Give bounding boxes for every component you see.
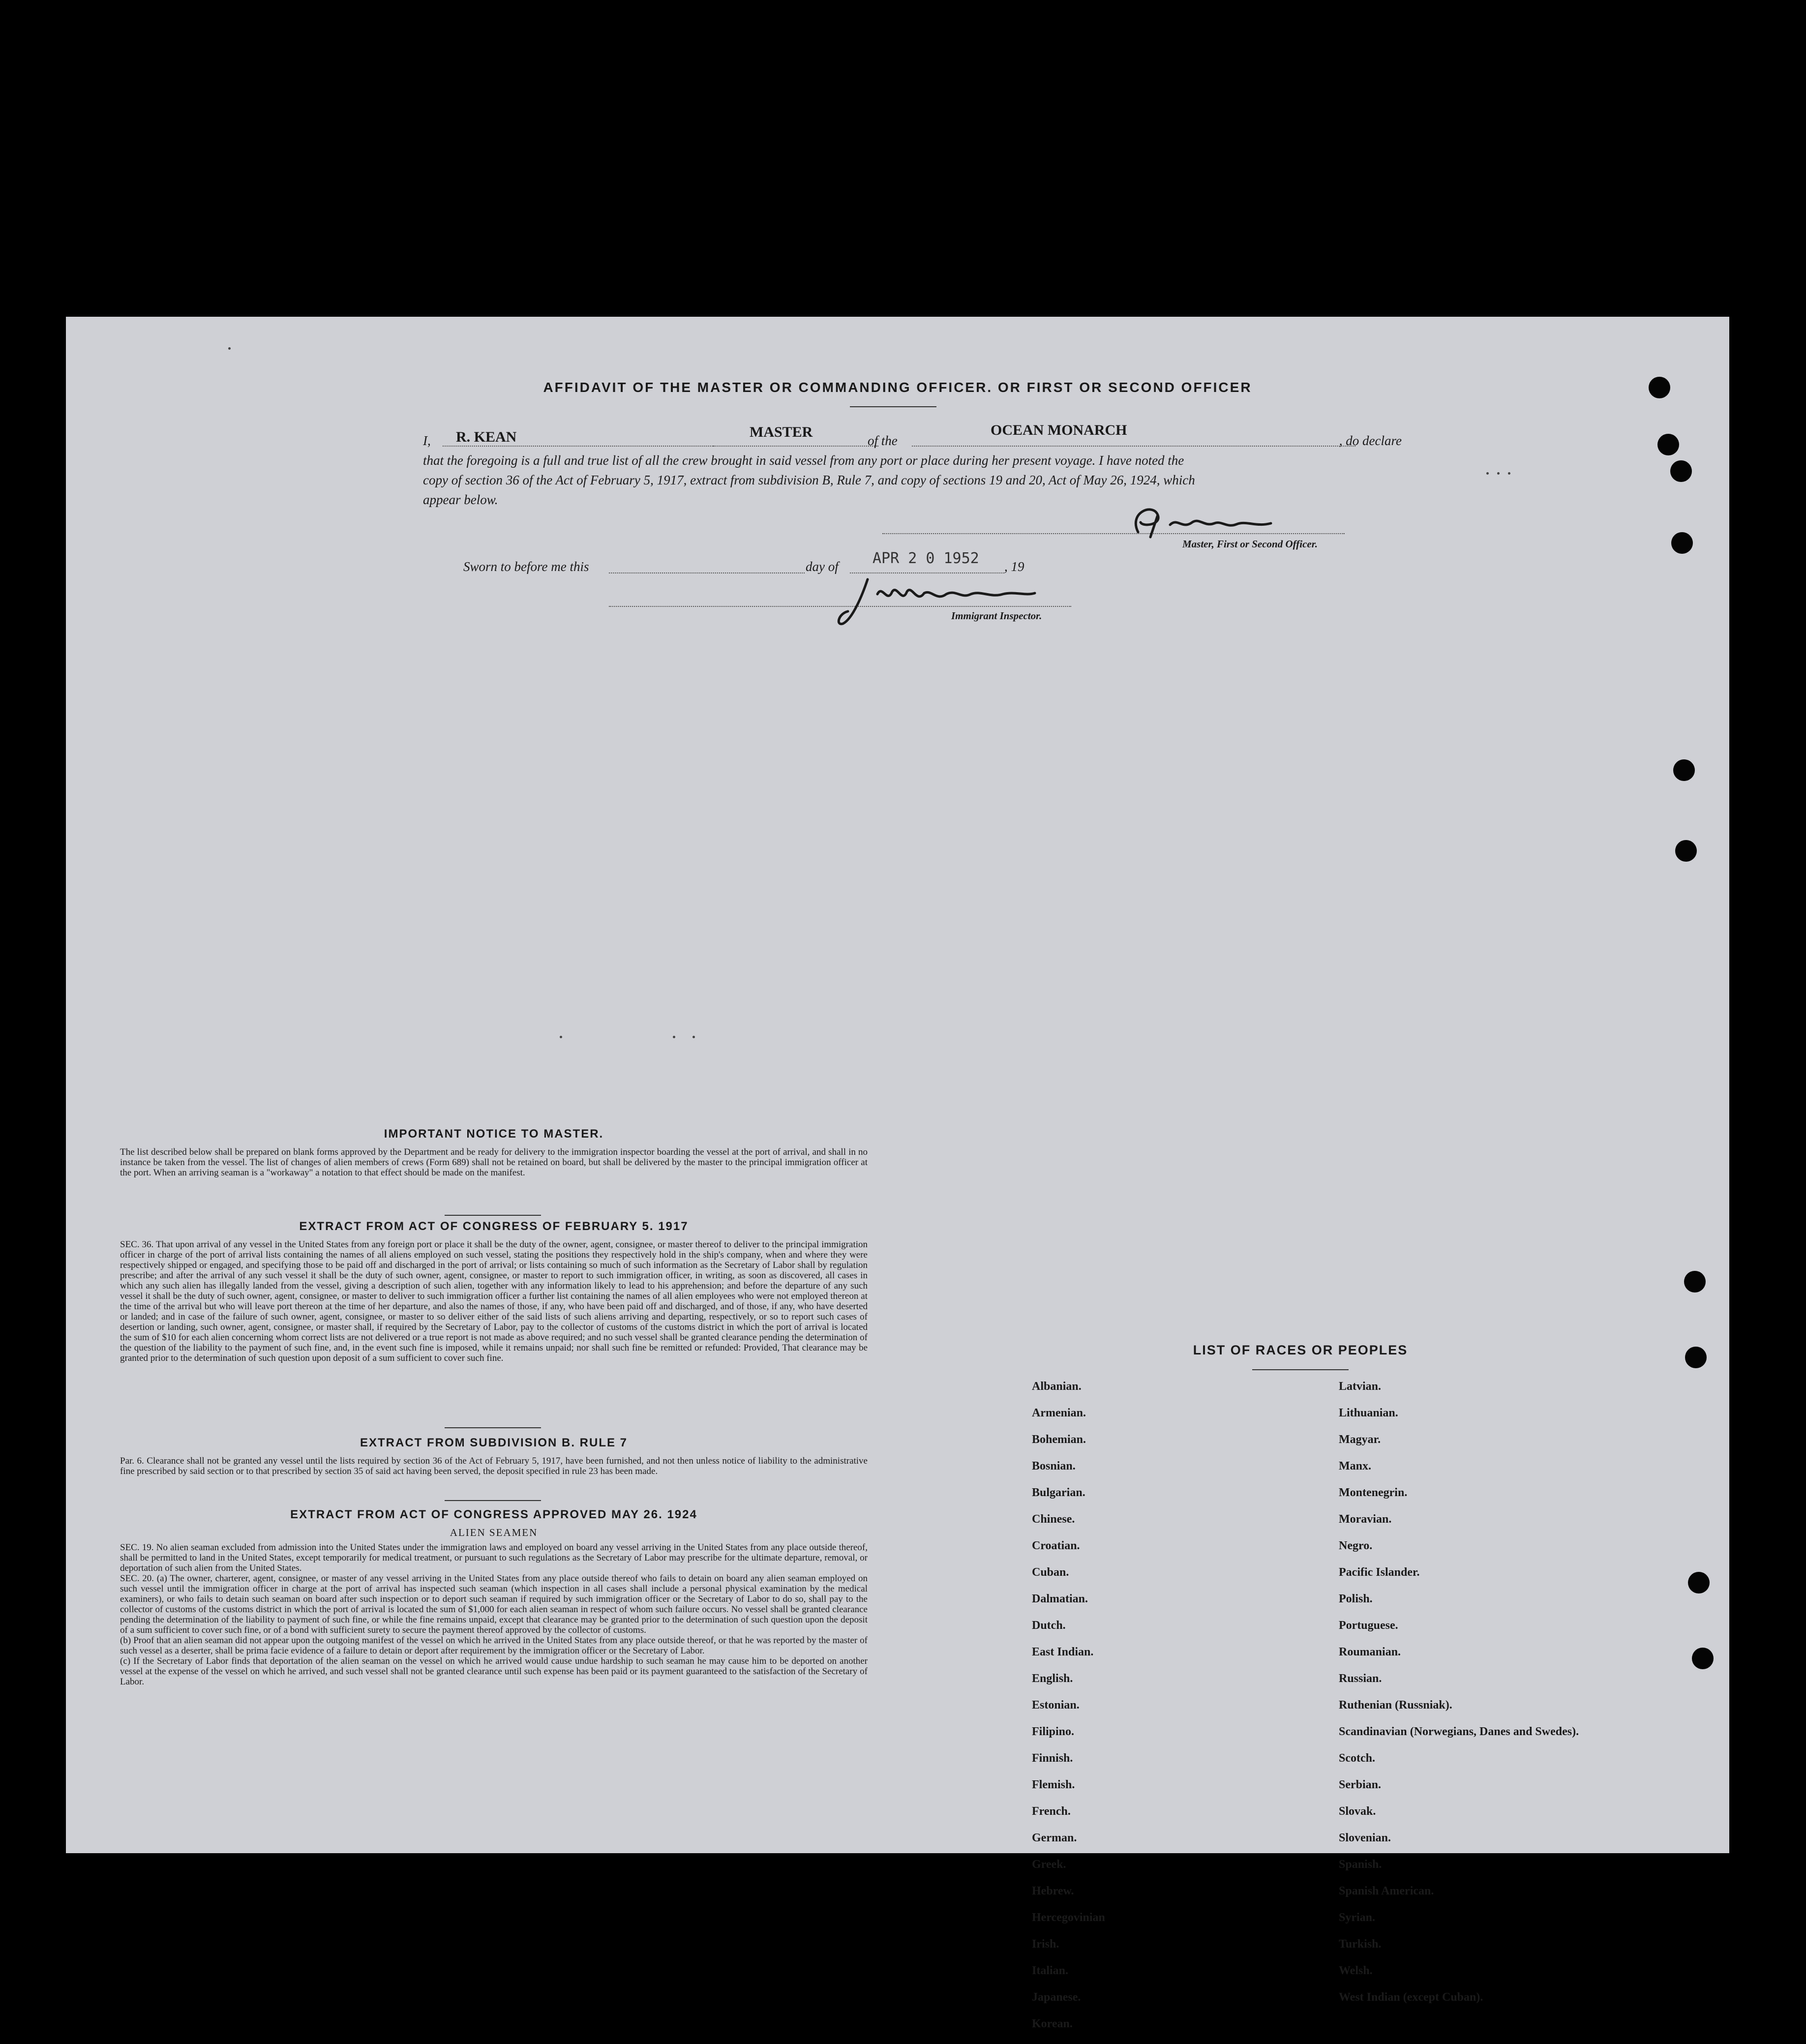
extract-rule7-text: Par. 6. Clearance shall not be granted any vessel until the lists required by section 36 of the Act of February 5, 1917, have been furnished, and not then unless notice of liability to the administrative fine prescribed by said section or to that prescribed by section 35 of said act having been served, the deposit specified in rule 23 has been made. bbox=[120, 1456, 868, 1476]
races-left-column bbox=[1032, 1380, 1238, 2044]
declaration-line-2: that the foregoing is a full and true list of all the crew brought in said vessel from any port or place during her present voyage. I have noted the bbox=[423, 453, 1184, 468]
speck bbox=[1508, 472, 1510, 475]
sworn-month-line bbox=[850, 572, 1004, 573]
vessel-line bbox=[912, 446, 1355, 447]
race-item: Polish. bbox=[1339, 1593, 1373, 1605]
race-item: Cuban. bbox=[1032, 1566, 1069, 1579]
affidavit-title: AFFIDAVIT OF THE MASTER OR COMMANDING OFFICER. OR FIRST OR SECOND OFFICER bbox=[543, 380, 1252, 395]
race-item: Estonian. bbox=[1032, 1699, 1080, 1712]
master-signature-caption: Master, First or Second Officer. bbox=[1182, 538, 1318, 550]
race-item: Manx. bbox=[1339, 1460, 1371, 1473]
races-title: LIST OF RACES OR PEOPLES bbox=[1193, 1343, 1408, 1357]
sec-20a-text: SEC. 20. (a) The owner, charterer, agent, consignee, or master of any vessel arriving in the United States from any place outside thereof who fails to detain on board any alien seaman employed on such vessel until the immigration officer in charge at the port of arrival has inspected such seaman (which inspection in all cases shall include a personal physical examination by the medical examiners), or who fails to detain such seaman on board after such inspection or to deport such seaman if required by such immigration officer or the Secretary of Labor to do so, shall pay to the collector of customs of the customs district in which the port of arrival is located the sum of $1,000 for each alien seaman in respect of whom such failure occurs. No vessel shall be granted clearance pending the determination of the liability to payment of such fine, or while the fine remains unpaid, except that clearance may be granted prior to the determination of such question upon the deposit of a sum sufficient to cover such fine, or of a bond with sufficient surety to secure the payment thereof approved by the collector of customs. bbox=[120, 1573, 868, 1635]
race-item: Bohemian. bbox=[1032, 1433, 1086, 1446]
i-label: I, bbox=[423, 433, 431, 448]
notice-title: IMPORTANT NOTICE TO MASTER. bbox=[384, 1127, 604, 1141]
declaration-line-3: copy of section 36 of the Act of February 5, 1917, extract from subdivision B, Rule 7, and copy of sections 19 and 20, Act of May 26, 1924, which bbox=[423, 473, 1195, 487]
race-item: Welsh. bbox=[1339, 1964, 1373, 1977]
date-stamp: APR 2 0 1952 bbox=[873, 550, 979, 567]
binder-hole bbox=[1692, 1648, 1714, 1669]
notice-rule bbox=[445, 1215, 541, 1216]
race-item: Greek. bbox=[1032, 1858, 1066, 1871]
sworn-label: Sworn to before me this bbox=[463, 559, 589, 574]
do-declare: , do declare bbox=[1339, 433, 1402, 448]
binder-hole bbox=[1675, 840, 1697, 862]
extract-1917-text: SEC. 36. That upon arrival of any vessel in the United States from any foreign port or place it shall be the duty of the owner, agent, consignee, or master thereof to deliver to the principal immigration officer in charge of the port of arrival lists containing the names of all aliens employed on such vessel, stating the positions they respectively hold in the ship's company, when and where they were respectively shipped or engaged, and specifying those to be paid off and discharged in the port of arrival; or lists containing so much of such information as the Secretary of Labor shall by regulation prescribe; and after the arrival of any such vessel it shall be the duty of such owner, agent, consignee, or master to report to such immigration officer, in writing, as soon as discovered, all cases in which any such alien has illegally landed from the vessel, giving a description of such alien, together with any information likely to lead to his apprehension; and before the departure of any such vessel it shall be the duty of such owner, agent, consignee, or master to deliver to such immigration officer a further list containing the names of all alien employees who were not employed thereon at the time of the arrival but who will leave port thereon at the time of her departure, and also the names of those, if any, who have been paid off and discharged, and of those, if any, who have deserted or landed; and in case of the failure of such owner, agent, consignee, or master to so deliver either of the said lists of such aliens arriving and departing, respectively, or so to report such cases of desertion or landing, such owner, agent, consignee, or master shall, if required by the Secretary of Labor, pay to the collector of customs of the customs district in which the port of arrival is located the sum of $10 for each alien concerning whom correct lists are not delivered or a true report is not made as above required; and no such vessel shall be granted clearance pending the determination of the question of the liability to the payment of such fine, and, in the event such fine is imposed, while it remains unpaid; nor shall such fine be remitted or refunded: Provided, That clearance may be granted prior to the determination of such question upon deposit of a sum sufficient to cover such fine. bbox=[120, 1239, 868, 1363]
race-item: Portuguese. bbox=[1339, 1619, 1398, 1632]
race-item: English. bbox=[1032, 1672, 1073, 1685]
binder-hole bbox=[1657, 434, 1679, 455]
speck bbox=[560, 1036, 562, 1038]
race-item: Syrian. bbox=[1339, 1911, 1376, 1924]
races-right-column bbox=[1339, 1380, 1614, 2017]
binder-hole bbox=[1671, 532, 1693, 554]
extract-1924-title: EXTRACT FROM ACT OF CONGRESS APPROVED MAY 26. 1924 bbox=[290, 1508, 697, 1521]
rank-line bbox=[713, 446, 878, 447]
race-item: Bulgarian. bbox=[1032, 1486, 1085, 1499]
race-item: Hercegovinian bbox=[1032, 1911, 1105, 1924]
race-item: West Indian (except Cuban). bbox=[1339, 1991, 1483, 2004]
speck bbox=[673, 1036, 675, 1038]
race-item: Russian. bbox=[1339, 1672, 1382, 1685]
extract-1924-body bbox=[120, 1542, 868, 1687]
race-item: Slovak. bbox=[1339, 1805, 1376, 1818]
race-item: Korean. bbox=[1032, 2017, 1073, 2030]
race-item: Flemish. bbox=[1032, 1778, 1075, 1791]
race-item: Croatian. bbox=[1032, 1539, 1080, 1552]
race-item: Japanese. bbox=[1032, 1991, 1081, 2004]
race-item: French. bbox=[1032, 1805, 1071, 1818]
binder-hole bbox=[1685, 1347, 1707, 1368]
master-signature bbox=[1123, 503, 1281, 542]
race-item: Slovenian. bbox=[1339, 1832, 1391, 1844]
binder-hole bbox=[1670, 460, 1692, 482]
race-item: East Indian. bbox=[1032, 1646, 1094, 1658]
race-item: Dalmatian. bbox=[1032, 1593, 1088, 1605]
race-item: Moravian. bbox=[1339, 1513, 1392, 1526]
race-item: Pacific Islander. bbox=[1339, 1566, 1420, 1579]
race-item: Filipino. bbox=[1032, 1725, 1075, 1738]
race-item: Finnish. bbox=[1032, 1752, 1073, 1765]
race-item: Ruthenian (Russniak). bbox=[1339, 1699, 1452, 1712]
master-name: R. KEAN bbox=[456, 429, 517, 445]
race-item: Armenian. bbox=[1032, 1407, 1086, 1419]
race-item: Latvian. bbox=[1339, 1380, 1382, 1393]
master-rank: MASTER bbox=[750, 424, 813, 440]
race-item: Hebrew. bbox=[1032, 1885, 1074, 1897]
extract-rule7-title: EXTRACT FROM SUBDIVISION B. RULE 7 bbox=[360, 1436, 628, 1449]
binder-hole bbox=[1673, 759, 1695, 781]
race-item: Montenegrin. bbox=[1339, 1486, 1408, 1499]
binder-hole bbox=[1684, 1271, 1706, 1293]
year-prefix: , 19 bbox=[1004, 559, 1024, 574]
binder-hole bbox=[1688, 1572, 1710, 1593]
race-item: Spanish. bbox=[1339, 1858, 1382, 1871]
sec-20b-text: (b) Proof that an alien seaman did not appear upon the outgoing manifest of the vessel on which he arrived in the United States from any place outside thereof, or that he was reported by the master of such vessel as a deserter, shall be prima facie evidence of a failure to detain or deport after requirement by the immigration officer or the Secretary of Labor. bbox=[120, 1635, 868, 1656]
race-item: Scandinavian (Norwegians, Danes and Swedes). bbox=[1339, 1725, 1579, 1738]
race-item: Negro. bbox=[1339, 1539, 1373, 1552]
race-item: Lithuanian. bbox=[1339, 1407, 1398, 1419]
of-the-label: of the bbox=[868, 433, 898, 448]
sec-19-text: SEC. 19. No alien seaman excluded from admission into the United States under the immigration laws and employed on board any vessel arriving in the United States from any place outside thereof, shall be permitted to land in the United States, except temporarily for medical treatment, or pursuant to such regulations as the Secretary of Labor may prescribe for the ultimate departure, removal, or deportation of such alien from the United States. bbox=[120, 1542, 868, 1573]
race-item: Albanian. bbox=[1032, 1380, 1082, 1393]
title-rule bbox=[850, 406, 936, 407]
binder-hole bbox=[1649, 377, 1670, 398]
inspector-caption: Immigrant Inspector. bbox=[951, 610, 1042, 622]
day-of-label: day of bbox=[806, 559, 839, 574]
race-item: Magyar. bbox=[1339, 1433, 1381, 1446]
speck bbox=[1486, 472, 1489, 475]
sworn-day-line bbox=[609, 572, 805, 573]
declaration-line-4: appear below. bbox=[423, 492, 498, 507]
race-item: German. bbox=[1032, 1832, 1077, 1844]
notice-text: The list described below shall be prepared on blank forms approved by the Department and be ready for delivery to the immigration inspector boarding the vessel at the port of arrival, and shall in no instance be taken from the vessel. The list of changes of alien members of crews (Form 689) shall not be retained on board, but shall be delivered by the master to the principal immigration officer at the port. When an arriving seaman is a "workaway" a notation to that effect should be made on the manifest. bbox=[120, 1147, 868, 1178]
extract-1917-rule bbox=[445, 1427, 541, 1428]
race-item: Irish. bbox=[1032, 1938, 1059, 1951]
race-item: Scotch. bbox=[1339, 1752, 1375, 1765]
races-rule bbox=[1252, 1369, 1349, 1370]
race-item: Bosnian. bbox=[1032, 1460, 1076, 1473]
speck bbox=[1497, 472, 1500, 475]
extract-1917-title: EXTRACT FROM ACT OF CONGRESS OF FEBRUARY 5. 1917 bbox=[299, 1220, 689, 1233]
race-item: Italian. bbox=[1032, 1964, 1069, 1977]
race-item: Roumanian. bbox=[1339, 1646, 1401, 1658]
name-line bbox=[443, 446, 713, 447]
race-item: Turkish. bbox=[1339, 1938, 1382, 1951]
race-item: Spanish American. bbox=[1339, 1885, 1434, 1897]
extract-1924-subtitle: ALIEN SEAMEN bbox=[450, 1527, 538, 1538]
race-item: Dutch. bbox=[1032, 1619, 1066, 1632]
race-item: Chinese. bbox=[1032, 1513, 1075, 1526]
extract-rule7-rule bbox=[445, 1500, 541, 1501]
sec-20c-text: (c) If the Secretary of Labor finds that deportation of the alien seaman on the vessel on which he arrived would cause undue hardship to such seaman he may cause him to be deported on another vessel at the expense of the vessel on which he arrived, and such vessel shall not be granted clearance until such expense has been paid or its payment guaranteed to the satisfaction of the Secretary of Labor. bbox=[120, 1656, 868, 1687]
vessel-name: OCEAN MONARCH bbox=[991, 422, 1127, 438]
form-page bbox=[66, 317, 1729, 2030]
speck bbox=[692, 1036, 695, 1038]
race-item: Serbian. bbox=[1339, 1778, 1382, 1791]
speck bbox=[228, 347, 231, 350]
